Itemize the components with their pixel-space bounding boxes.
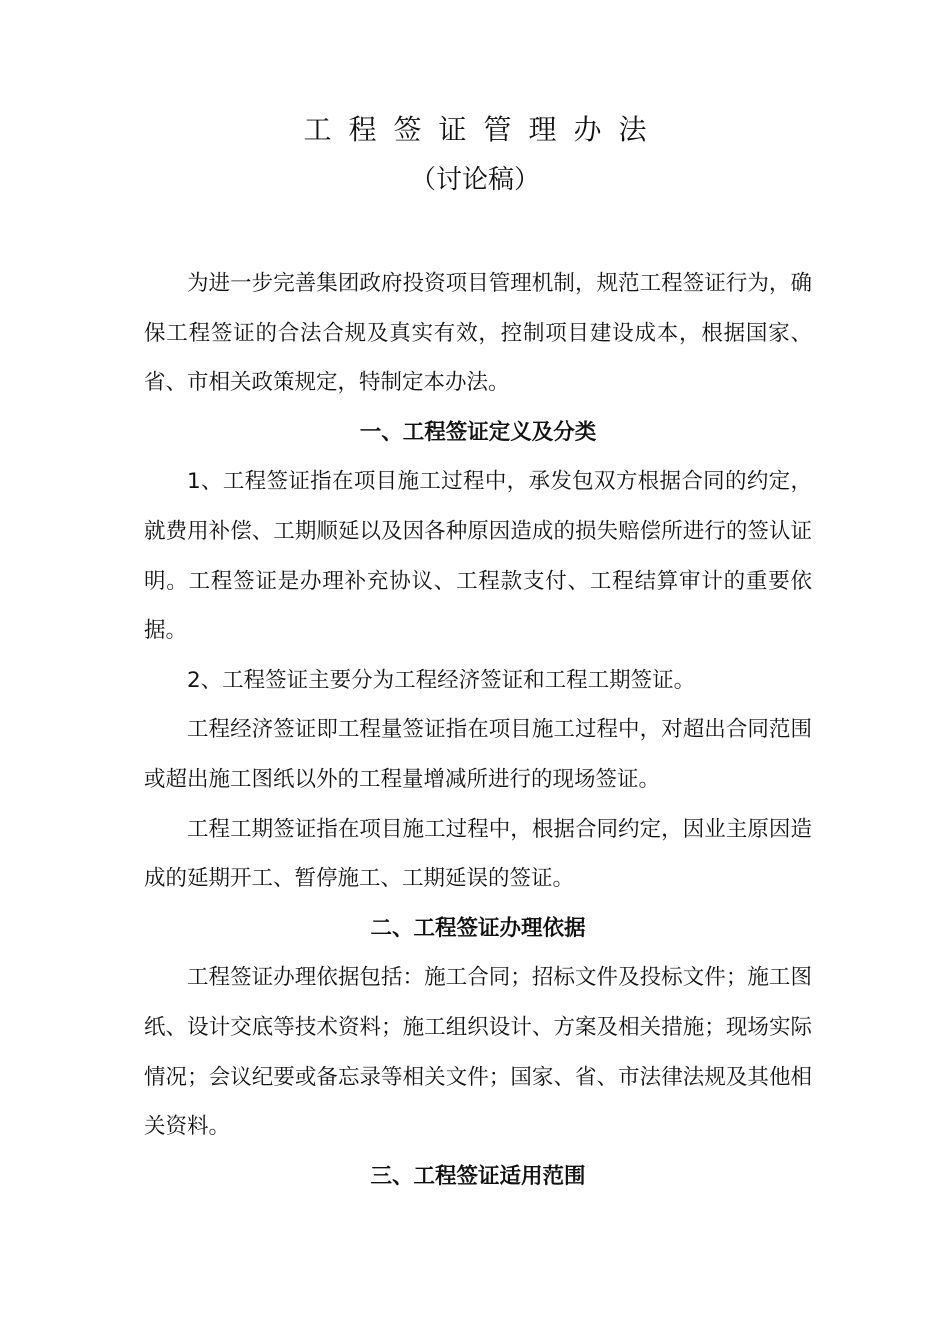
document-body bbox=[144, 259, 812, 1201]
section-1-paragraph-2: 2、工程签证主要分为工程经济签证和工程工期签证。 bbox=[187, 667, 696, 693]
section-2-paragraph-1: 工程签证办理依据包括：施工合同；招标文件及投标文件；施工图纸、设计交底等技术资料；施工组织设计、方案及相关措施；现场实际情况；会议纪要或备忘录等相关文件；国家、省、市法律法规及其他相关资料。 bbox=[144, 965, 812, 1140]
document-subtitle: （讨论稿） bbox=[409, 165, 540, 195]
section-heading-2: 二、工程签证办理依据 bbox=[370, 915, 586, 941]
section-1-paragraph-4: 工程工期签证指在项目施工过程中，根据合同约定，因业主原因造成的延期开工、暂停施工、工期延误的签证。 bbox=[144, 816, 812, 892]
section-1-paragraph-1: 1、工程签证指在项目施工过程中，承发包双方根据合同的约定，就费用补偿、工期顺延以及因各种原因造成的损失赔偿所进行的签认证明。工程签证是办理补充协议、工程款支付、工程结算审计的重要依据。 bbox=[144, 469, 812, 644]
intro-paragraph: 为进一步完善集团政府投资项目管理机制，规范工程签证行为，确保工程签证的合法合规及真实有效，控制项目建设成本，根据国家、省、市相关政策规定，特制定本办法。 bbox=[144, 271, 812, 396]
section-heading-3: 三、工程签证适用范围 bbox=[370, 1163, 586, 1189]
section-heading-1: 一、工程签证定义及分类 bbox=[359, 419, 597, 445]
section-1-paragraph-3: 工程经济签证即工程量签证指在项目施工过程中，对超出合同范围或超出施工图纸以外的工程量增减所进行的现场签证。 bbox=[144, 717, 812, 792]
document-title: 工程签证管理办法 bbox=[303, 113, 664, 146]
